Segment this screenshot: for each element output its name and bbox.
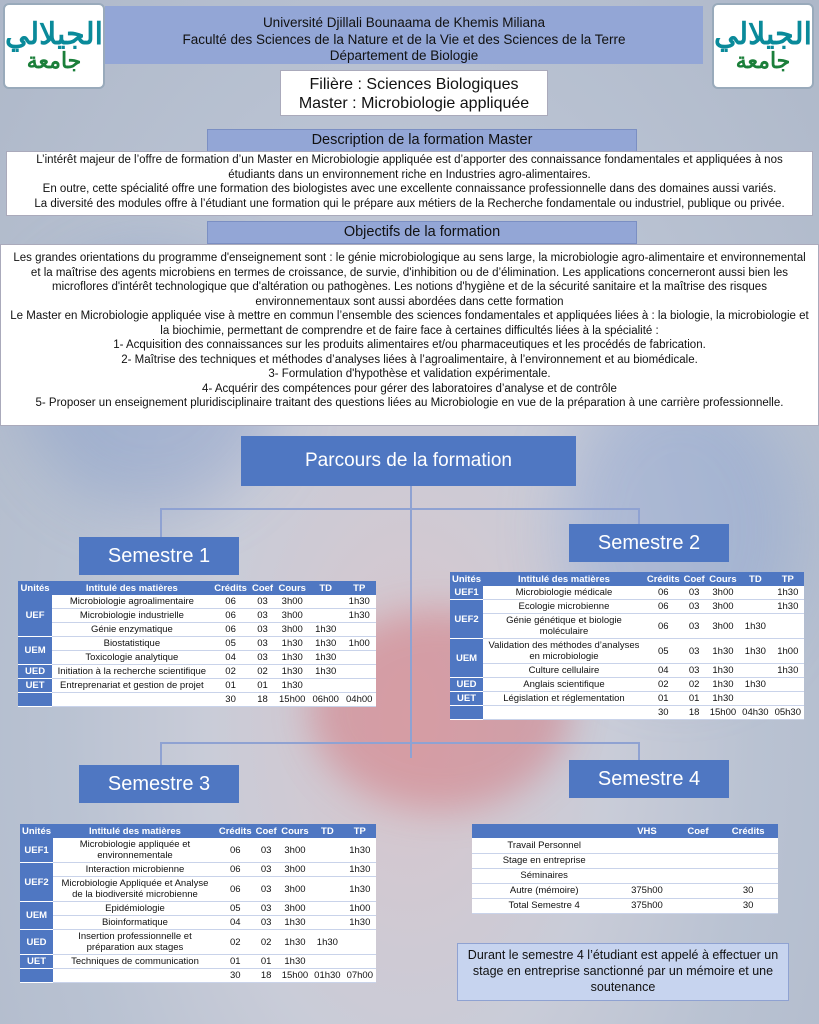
tp-cell: 1h00 [772,639,804,664]
tp-cell [342,651,376,665]
table-row [472,898,778,913]
coef-cell: 01 [254,955,279,969]
cours-cell: 3h00 [275,595,308,609]
td-cell [309,609,342,623]
subject-cell: Microbiologie Appliquée et Analyse de la biodiversité microbienne [53,877,217,902]
table-row [472,838,778,853]
table-row [20,969,376,983]
cours-cell: 3h00 [279,877,311,902]
td-cell [311,863,343,877]
tp-cell: 1h30 [344,838,376,863]
coef-cell: 03 [254,916,279,930]
objective-item: 4- Acquérir des compétences pour gérer des laboratoires d’analyse et de contrôle [202,382,617,395]
cours-cell: 1h30 [707,664,739,678]
semester-4-note: Durant le semestre 4 l’étudiant est appelé à effectuer un stage en entreprise sanctionné par un mémoire et une soutenance [457,943,789,1001]
column-header: Crédits [646,573,680,585]
subject-cell: Bioinformatique [53,916,217,930]
credits-cell: 30 [645,706,682,720]
semester-3-table [20,824,376,983]
tp-cell: 1h30 [344,916,376,930]
tp-cell: 1h30 [772,600,804,614]
tp-cell: 1h30 [772,586,804,600]
unit-cell: UED [18,665,52,679]
cours-cell: 1h30 [275,665,308,679]
subject-cell: Microbiologie appliquée et environnementale [53,838,217,863]
credits-cell: 30 [718,883,778,898]
subject-cell: Initiation à la recherche scientifique [52,665,211,679]
logo-text-bottom: جامعة [26,48,82,74]
vhs-cell [616,853,677,868]
credits-cell [718,838,778,853]
credits-cell: 01 [217,955,254,969]
subject-cell: Techniques de communication [53,955,217,969]
td-cell: 01h30 [311,969,343,983]
coef-cell: 18 [254,969,279,983]
table-row [18,623,376,637]
tp-cell: 05h30 [772,706,804,720]
unit-cell: UET [450,692,483,706]
column-header: Intitulé des matières [483,572,645,586]
td-cell: 1h30 [309,637,342,651]
credits-cell: 30 [718,898,778,913]
subject-cell: Microbiologie médicale [483,586,645,600]
td-cell: 1h30 [309,665,342,679]
subject-cell: Anglais scientifique [483,678,645,692]
credits-cell: 05 [212,637,250,651]
column-header: Intitulé des matières [53,824,217,838]
objectives-paragraph-1: Les grandes orientations du programme d'enseignement sont : le génie microbiologique au sens large, la microbiologie agro-alimentaire et environnemental et la maîtrise des agents microbiens en termes de croissance, de survie, d'inhibition ou de d’élimination. Les applications concerneront aussi bien les microflores d'intérêt technologique que d'altération ou pathogènes. Les notions d'hygiène et de la sécurité sanitaire et la maîtrise des risques environnementaux sont aussi abordées dans cette formation [13,252,806,308]
td-cell [311,955,343,969]
tp-cell [342,665,376,679]
header-band [105,6,703,64]
cours-cell: 3h00 [279,902,311,916]
unit-cell [18,693,52,707]
cours-cell: 1h30 [279,916,311,930]
connector-line [160,508,640,510]
faculty-name: Faculté des Sciences de la Nature et de la Vie et des Sciences de la Terre [182,31,626,47]
description-box [6,151,813,216]
description-paragraph-1: L’intérêt majeur de l’offre de formation d’un Master en Microbiologie appliquée est d’apporter des connaissance fondamentales et appliquées à nos étudiants dans un environnement riche en Industries agro-alimentaires. [36,154,783,181]
td-cell: 1h30 [309,651,342,665]
cours-cell: 3h00 [707,586,739,600]
td-cell: 1h30 [739,639,771,664]
connector-line [410,486,412,508]
subject-cell: Stage en entreprise [472,853,616,868]
credits-cell: 06 [217,838,254,863]
table-row [450,614,804,639]
table-row [18,609,376,623]
table-row [450,692,804,706]
tp-cell: 1h30 [342,609,376,623]
credits-cell: 01 [212,679,250,693]
column-header: Cours [275,581,308,595]
parcours-title: Parcours de la formation [241,436,576,486]
vhs-cell: 375h00 [616,898,677,913]
table-row [18,595,376,609]
university-logo-right [712,3,814,89]
table-row [18,665,376,679]
table-row [450,586,804,600]
logo-text-top: الجيلالي [714,17,812,52]
column-header: TD [739,572,771,586]
column-header: Coef [255,825,277,837]
td-cell [739,692,771,706]
credits-cell: 06 [645,600,682,614]
credits-cell: 01 [645,692,682,706]
cours-cell: 1h30 [275,679,308,693]
unit-cell [20,969,53,983]
connector-line [638,742,640,762]
logo-text-bottom: جامعة [735,48,791,74]
coef-cell: 03 [682,664,707,678]
vhs-cell [616,838,677,853]
subject-cell: Validation des méthodes d’analyses en microbiologie [483,639,645,664]
td-cell: 1h30 [311,930,343,955]
tp-cell [344,955,376,969]
coef-cell: 03 [254,902,279,916]
connector-line [160,508,162,538]
td-cell [309,595,342,609]
objective-item: 3- Formulation d'hypothèse et validation expérimentale. [268,368,551,380]
subject-cell: Législation et réglementation [483,692,645,706]
td-cell [309,679,342,693]
td-cell: 1h30 [739,614,771,639]
logo-text-top: الجيلالي [5,17,103,52]
table-row [20,916,376,930]
vhs-cell [616,868,677,883]
credits-cell: 05 [217,902,254,916]
subject-cell [483,706,645,720]
column-header: VHS [616,824,677,838]
coef-cell: 02 [254,930,279,955]
unit-cell: UEF1 [20,838,53,863]
subject-cell [52,693,211,707]
tp-cell: 1h00 [344,902,376,916]
connector-line [160,742,162,766]
column-header: Coef [250,581,276,595]
coef-cell [678,838,719,853]
column-header: Crédits [718,824,778,838]
cours-cell: 3h00 [279,838,311,863]
cours-cell: 1h30 [279,955,311,969]
unit-cell: UED [20,930,53,955]
table-row [472,868,778,883]
table-row [18,637,376,651]
table-row [20,955,376,969]
cours-cell: 3h00 [279,863,311,877]
cours-cell: 1h30 [707,692,739,706]
unit-cell: UEF2 [20,863,53,902]
semester-4-table [472,824,778,914]
tp-cell [342,679,376,693]
tp-cell [772,678,804,692]
cours-cell: 15h00 [279,969,311,983]
td-cell [311,902,343,916]
table-row [18,679,376,693]
table-row [450,664,804,678]
table-row [20,902,376,916]
cours-cell: 3h00 [707,600,739,614]
unit-cell: UEM [450,639,483,678]
university-name: Université Djillali Bounaama de Khemis Miliana [262,15,546,30]
cours-cell: 15h00 [275,693,308,707]
td-cell [739,664,771,678]
tp-cell: 1h30 [344,863,376,877]
table-row [450,706,804,720]
cours-cell: 1h30 [279,930,311,955]
credits-cell: 30 [217,969,254,983]
unit-cell: UEF2 [450,600,483,639]
credits-cell: 04 [212,651,250,665]
td-cell: 06h00 [309,693,342,707]
subject-cell: Autre (mémoire) [472,883,616,898]
column-header: TP [342,581,376,595]
table-row [472,853,778,868]
credits-cell: 06 [212,595,250,609]
unit-cell [450,706,483,720]
subject-cell: Microbiologie agroalimentaire [52,595,211,609]
coef-cell: 18 [682,706,707,720]
coef-cell: 03 [250,595,276,609]
table-header-row [18,581,376,595]
objectives-box [0,244,819,426]
credits-cell: 06 [645,614,682,639]
tp-cell: 04h00 [342,693,376,707]
credits-cell: 06 [212,609,250,623]
td-cell [311,916,343,930]
table-row [18,693,376,707]
coef-cell: 03 [254,877,279,902]
coef-cell: 03 [682,639,707,664]
objective-item: 5- Proposer un enseignement pluridisciplinaire traitant des questions liées au Microbiologie en vue de la préparation à une carrière professionnelle. [35,397,784,409]
subject-cell [53,969,217,983]
column-header: Cours [707,572,739,586]
credits-cell: 30 [212,693,250,707]
program-box [280,70,548,116]
subject-cell: Entreprenariat et gestion de projet [52,679,211,693]
column-header: Unités [452,573,482,585]
column-header [472,824,616,838]
credits-cell [718,853,778,868]
subject-cell: Ecologie microbienne [483,600,645,614]
column-header: Intitulé des matières [52,581,211,595]
semester-2-label: Semestre 2 [569,524,729,562]
subject-cell: Toxicologie analytique [52,651,211,665]
tp-cell [772,692,804,706]
subject-cell: Insertion professionnelle et préparation aux stages [53,930,217,955]
semester-1-label: Semestre 1 [79,537,239,575]
credits-cell: 06 [217,863,254,877]
coef-cell: 02 [682,678,707,692]
coef-cell [678,883,719,898]
subject-cell: Séminaires [472,868,616,883]
coef-cell: 03 [250,623,276,637]
subject-cell: Travail Personnel [472,838,616,853]
unit-cell: UED [450,678,483,692]
column-header: TD [309,581,342,595]
subject-cell: Interaction microbienne [53,863,217,877]
coef-cell: 03 [254,863,279,877]
university-logo-left [3,3,105,89]
objectives-paragraph-2: Le Master en Microbiologie appliquée vise à mettre en commun l’ensemble des sciences fondamentales et appliquées liées à : la biologie, la microbiologie et la biochimie, permettant de comprendre et de faire face à certaines difficultés liées à la spécialité : [10,310,809,337]
subject-cell: Total Semestre 4 [472,898,616,913]
tp-cell: 1h30 [344,877,376,902]
td-cell [311,838,343,863]
semester-2-table [450,572,804,720]
column-header: TP [344,824,376,838]
unit-cell: UET [20,955,53,969]
unit-cell: UET [18,679,52,693]
coef-cell [678,868,719,883]
cours-cell: 15h00 [707,706,739,720]
unit-cell: UEM [18,637,52,665]
table-row [450,678,804,692]
td-cell [311,877,343,902]
cours-cell: 1h30 [707,639,739,664]
table-row [450,639,804,664]
credits-cell: 02 [645,678,682,692]
vhs-cell: 375h00 [616,883,677,898]
table-row [20,838,376,863]
cours-cell: 1h30 [275,651,308,665]
coef-cell: 02 [250,665,276,679]
column-header: Crédits [218,825,252,837]
unit-cell: UEM [20,902,53,930]
credits-cell: 04 [217,916,254,930]
subject-cell: Microbiologie industrielle [52,609,211,623]
filiere-title: Filière : Sciences Biologiques [309,76,519,93]
cours-cell: 1h30 [275,637,308,651]
table-row [450,600,804,614]
description-title: Description de la formation Master [207,129,637,152]
table-row [20,863,376,877]
cours-cell: 3h00 [275,609,308,623]
department-name: Département de Biologie [329,48,479,63]
column-header: Coef [683,573,705,585]
semester-1-table [18,581,376,707]
credits-cell: 06 [217,877,254,902]
tp-cell [344,930,376,955]
credits-cell [718,868,778,883]
description-paragraph-2: En outre, cette spécialité offre une formation des biologistes avec une excellente connaissance professionnelle dans des domaines aussi variés. [42,183,777,195]
objectives-title: Objectifs de la formation [207,221,637,244]
column-header: Crédits [212,581,250,595]
credits-cell: 05 [645,639,682,664]
table-header-row [20,824,376,838]
description-paragraph-3: La diversité des modules offre à l’étudiant une formation qui le prépare aux métiers de la Recherche fondamentale ou industriel, publique ou privée. [34,197,785,210]
objective-item: 2- Maîtrise des techniques et méthodes d’analyses liées à l’agroalimentaire, à l’environnement et au biomédicale. [121,353,698,366]
coef-cell: 03 [254,838,279,863]
coef-cell [678,853,719,868]
connector-line [410,508,412,758]
table-row [472,883,778,898]
td-cell: 04h30 [739,706,771,720]
column-header: Coef [678,824,719,838]
coef-cell: 03 [250,637,276,651]
coef-cell: 03 [682,586,707,600]
td-cell: 1h30 [309,623,342,637]
table-header-row [450,572,804,586]
coef-cell: 03 [682,600,707,614]
credits-cell: 06 [645,586,682,600]
coef-cell: 18 [250,693,276,707]
semester-3-label: Semestre 3 [79,765,239,803]
coef-cell: 01 [682,692,707,706]
connector-line [160,742,640,744]
coef-cell: 03 [682,614,707,639]
column-header: Cours [279,824,311,838]
tp-cell: 07h00 [344,969,376,983]
column-header: TP [772,572,804,586]
subject-cell: Culture cellulaire [483,664,645,678]
coef-cell: 03 [250,651,276,665]
subject-cell: Génie génétique et biologie moléculaire [483,614,645,639]
column-header: Unités [18,581,52,595]
cours-cell: 3h00 [275,623,308,637]
semester-4-label: Semestre 4 [569,760,729,798]
table-row [20,930,376,955]
column-header: TD [311,824,343,838]
tp-cell: 1h30 [772,664,804,678]
subject-cell: Biostatistique [52,637,211,651]
unit-cell: UEF1 [450,586,483,600]
tp-cell: 1h00 [342,637,376,651]
td-cell [739,586,771,600]
table-row [20,877,376,902]
coef-cell: 03 [250,609,276,623]
coef-cell: 01 [250,679,276,693]
td-cell [739,600,771,614]
credits-cell: 02 [212,665,250,679]
subject-cell: Epidémiologie [53,902,217,916]
table-row [18,651,376,665]
coef-cell [678,898,719,913]
tp-cell: 1h30 [342,595,376,609]
cours-cell: 3h00 [707,614,739,639]
tp-cell [342,623,376,637]
table-header-row [472,824,778,838]
unit-cell: UEF [18,595,52,637]
credits-cell: 04 [645,664,682,678]
column-header: Unités [22,825,52,837]
td-cell: 1h30 [739,678,771,692]
master-title: Master : Microbiologie appliquée [298,95,530,112]
objective-item: 1- Acquisition des connaissances sur les produits alimentaires et/ou pharmaceutiques et les procédés de fabrication. [113,339,706,351]
subject-cell: Génie enzymatique [52,623,211,637]
tp-cell [772,614,804,639]
cours-cell: 1h30 [707,678,739,692]
credits-cell: 02 [217,930,254,955]
credits-cell: 06 [212,623,250,637]
